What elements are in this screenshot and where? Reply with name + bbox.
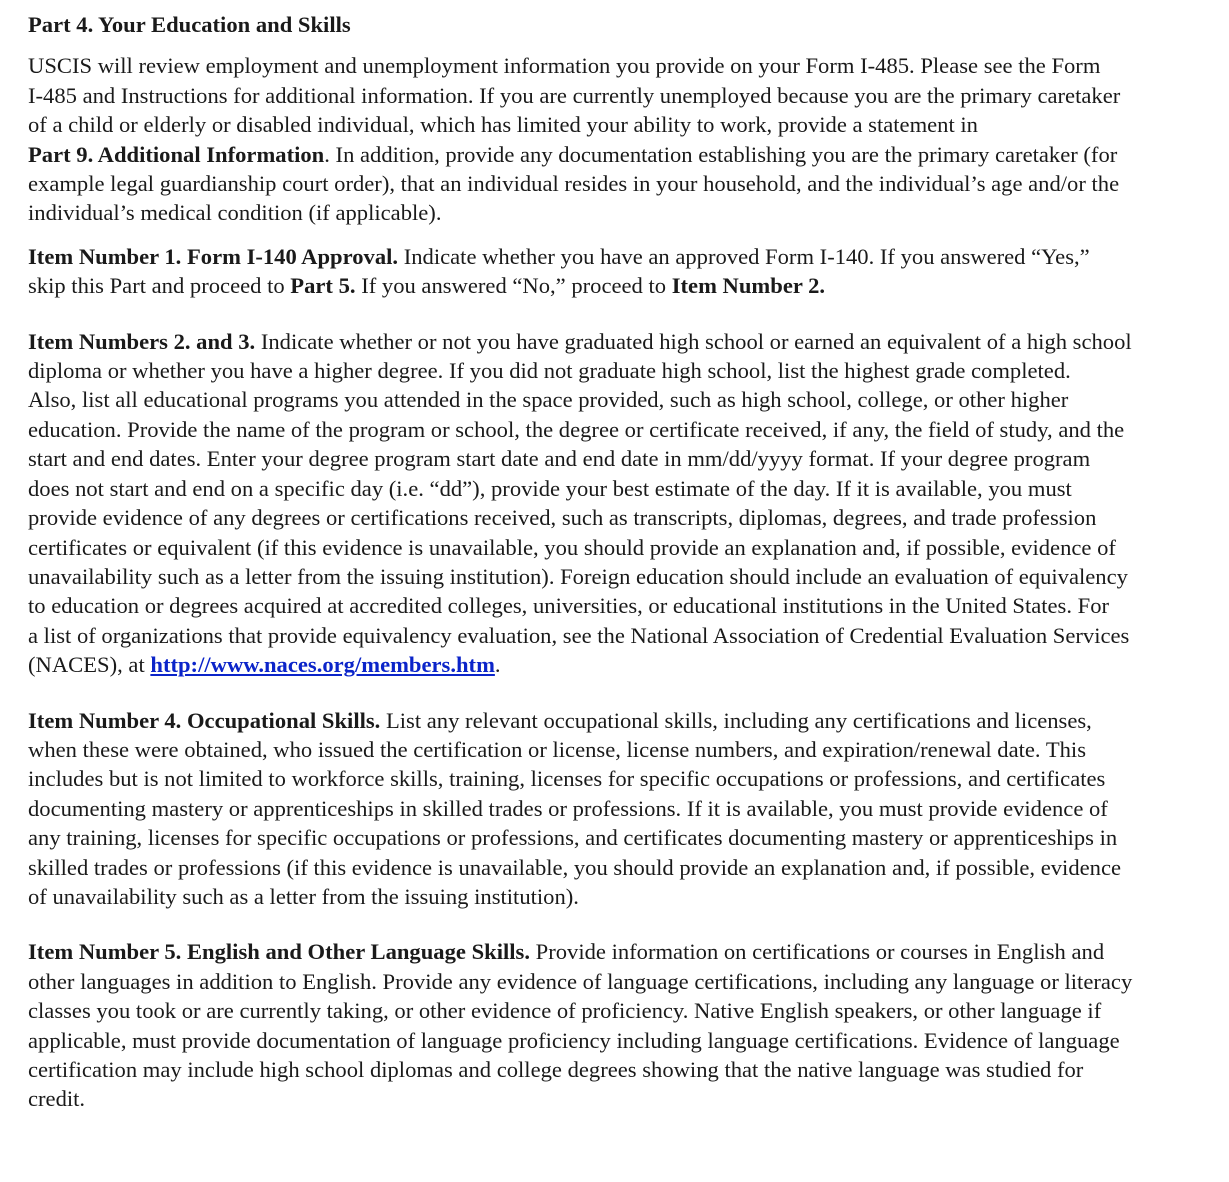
- item-1-text: If you answered “No,” proceed to: [355, 273, 672, 299]
- item-5-line: other languages in addition to English. Provide any evidence of language certifications, including any language or literacy: [28, 968, 1133, 994]
- item-2-3-paragraph: [28, 327, 1229, 680]
- item-2-3-line: .: [494, 652, 501, 678]
- item-2-3-line: a list of organizations that provide equivalency evaluation, see the National Association of Credential Evaluation Services: [28, 622, 1130, 648]
- item-4-line: documenting mastery or apprenticeships in skilled trades or professions. If it is available, you must provide evidence of: [28, 795, 1108, 821]
- item-4-line: of unavailability such as a letter from the issuing institution).: [28, 883, 579, 909]
- item-5-label: Item Number 5. English and Other Language Skills.: [28, 939, 530, 965]
- item-5-line: credit.: [28, 1086, 86, 1112]
- item-2-3-line: to education or degrees acquired at accredited colleges, universities, or educational institutions in the United States. For: [28, 593, 1110, 619]
- item-2-3-line: unavailability such as a letter from the issuing institution). Foreign education should include an evaluation of equivalency: [28, 563, 1128, 589]
- item-5-line: applicable, must provide documentation of language proficiency including language certifications. Evidence of language: [28, 1027, 1120, 1053]
- naces-members-link[interactable]: http://www.naces.org/members.htm: [150, 652, 495, 678]
- item-4-line: includes but is not limited to workforce skills, training, licenses for specific occupations or professions, and certificates: [28, 766, 1106, 792]
- part9-reference: Part 9. Additional Information: [28, 141, 325, 167]
- item-2-3-line: does not start and end on a specific day (i.e. “dd”), provide your best estimate of the day. If it is available, you must: [28, 475, 1072, 501]
- intro-line: of a child or elderly or disabled individual, which has limited your ability to work, provide a statement in: [28, 112, 978, 138]
- item-1-text: skip this Part and proceed to: [28, 273, 291, 299]
- item-4-paragraph: [28, 706, 1229, 912]
- intro-line: individual’s medical condition (if applicable).: [28, 200, 442, 226]
- intro-line: . In addition, provide any documentation establishing you are the primary caretaker (for: [324, 141, 1118, 167]
- item-2-3-line: diploma or whether you have a higher degree. If you did not graduate high school, list the highest grade completed.: [28, 358, 1071, 384]
- item-2-3-line: certificates or equivalent (if this evidence is unavailable, you should provide an explanation and, if possible, evidence of: [28, 534, 1116, 560]
- item-1-text: Indicate whether you have an approved Form I-140. If you answered “Yes,”: [398, 243, 1090, 269]
- part5-reference: Part 5.: [290, 273, 356, 299]
- item-2-3-label: Item Numbers 2. and 3.: [28, 328, 256, 354]
- item-2-3-line: education. Provide the name of the program or school, the degree or certificate received, if any, the field of study, and the: [28, 416, 1125, 442]
- intro-line: USCIS will review employment and unemployment information you provide on your Form I-485. Please see the Form: [28, 53, 1101, 79]
- item-1-paragraph: [28, 242, 1229, 301]
- intro-line: I-485 and Instructions for additional information. If you are currently unemployed because you are the primary caretaker: [28, 82, 1121, 108]
- item-5-line: classes you took or are currently taking, or other evidence of proficiency. Native English speakers, or other language if: [28, 998, 1102, 1024]
- item-1-label: Item Number 1. Form I-140 Approval.: [28, 243, 399, 269]
- item-2-3-text: Indicate whether or not you have graduated high school or earned an equivalent of a high school: [255, 328, 1132, 354]
- item-5-paragraph: [28, 937, 1229, 1113]
- item-2-3-line: provide evidence of any degrees or certifications received, such as transcripts, diplomas, degrees, and trade profession: [28, 505, 1097, 531]
- item-2-reference: Item Number 2.: [671, 273, 826, 299]
- item-4-label: Item Number 4. Occupational Skills.: [28, 707, 381, 733]
- intro-line: example legal guardianship court order), that an individual resides in your household, and the individual’s age and/or the: [28, 171, 1120, 197]
- item-2-3-line: Also, list all educational programs you attended in the space provided, such as high school, college, or other higher: [28, 387, 1069, 413]
- item-2-3-line: (NACES), at: [28, 652, 151, 678]
- item-4-line: any training, licenses for specific occupations or professions, and certificates documenting mastery or apprenticeships in: [28, 825, 1118, 851]
- item-4-text: List any relevant occupational skills, including any certifications and licenses,: [380, 707, 1092, 733]
- section-heading: Part 4. Your Education and Skills: [28, 12, 351, 37]
- intro-paragraph: [28, 51, 1229, 227]
- item-4-line: when these were obtained, who issued the certification or license, license numbers, and expiration/renewal date. This: [28, 736, 1086, 762]
- item-4-line: skilled trades or professions (if this evidence is unavailable, you should provide an explanation and, if possible, evidence: [28, 854, 1122, 880]
- item-5-line: certification may include high school diplomas and college degrees showing that the native language was studied for: [28, 1057, 1084, 1082]
- document-body: [28, 10, 1229, 1114]
- item-5-text: Provide information on certifications or courses in English and: [529, 939, 1105, 965]
- item-2-3-line: start and end dates. Enter your degree program start date and end date in mm/dd/yyyy format. If your degree program: [28, 446, 1091, 472]
